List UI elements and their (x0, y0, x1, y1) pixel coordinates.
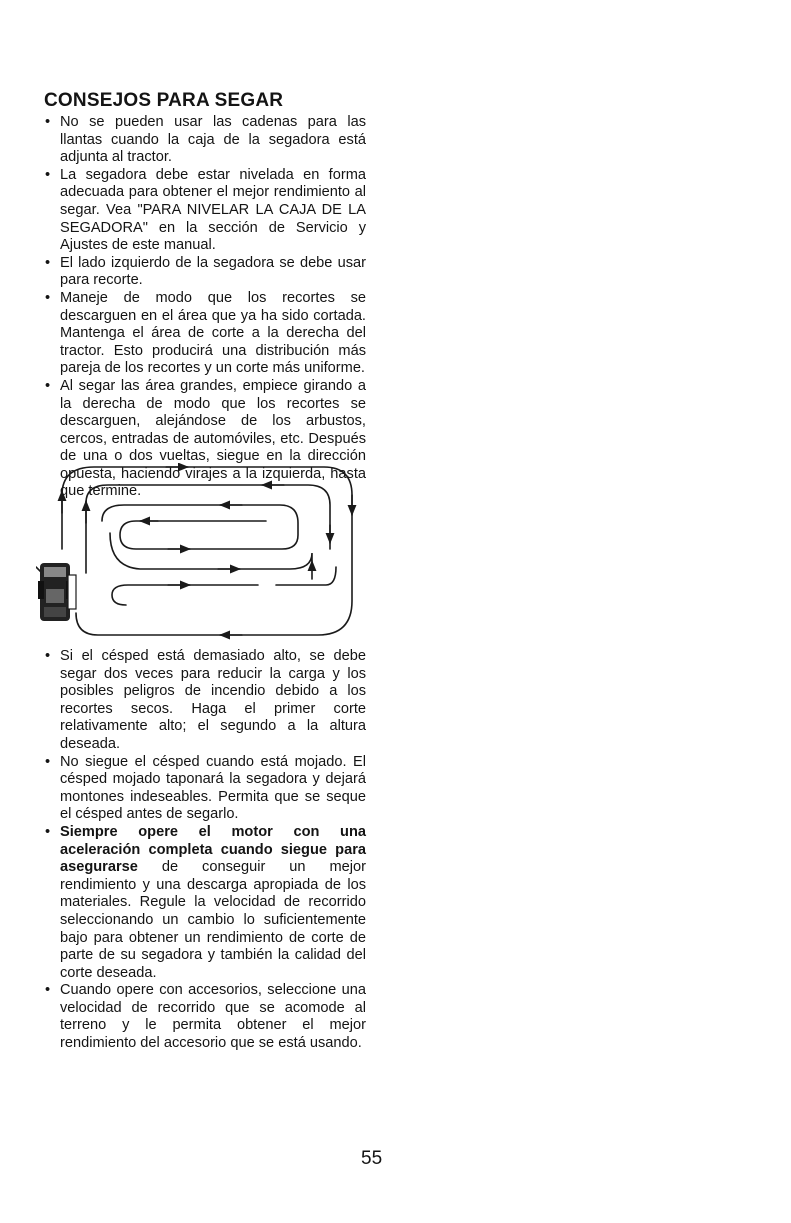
list-item: • Al segar las área grandes, empiece girando a la derecha de modo que los recortes se descarguen, alejándose de los arbustos, cercos, entradas de automóviles, etc. Después de una o dos vueltas, siegue en la dirección opuesta, haciendo virajes a la izquierda, hasta que termine. (44, 378, 366, 501)
page-number: 55 (361, 1148, 383, 1169)
list-item: • La segadora debe estar nivelada en forma adecuada para obtener el mejor rendimiento al segar. Vea "PARA NIVELAR LA CAJA DE LA SEGADORA" en la sección de Servicio y Ajustes de este manual. (44, 167, 366, 255)
list-item: • No se pueden usar las cadenas para las llantas cuando la caja de la segadora está adjunta al tractor. (44, 114, 366, 167)
lawn-tractor-icon (38, 563, 76, 621)
list-item (44, 824, 366, 982)
list-item: • Si el césped está demasiado alto, se debe segar dos veces para reducir la carga y los posibles peligros de incendio debido a los recortes secos. Haga el primer corte relativamente alto; el segundo a la altura deseada. (44, 648, 366, 754)
list-item: • Cuando opere con accesorios, seleccione una velocidad de recorrido que se acomode al terreno y le permita obtener el mejor rendimiento del accesorio que se está usando. (44, 982, 366, 1052)
list-item: • El lado izquierdo de la segadora se debe usar para recorte. (44, 255, 366, 290)
list-item-text: de conseguir un mejor rendimiento y una descarga apropiada de los materiales. Regule la velocidad de recorrido seleccionando un cambio lo suficientemente bajo para obtener un rendimiento de corte de parte de su segadora y también la calidad del corte deseada. (60, 859, 366, 981)
mowing-tips-list-bottom (44, 648, 366, 1053)
list-item: • No siegue el césped cuando está mojado. El césped mojado taponará la segadora y dejará montones indeseables. Permita que se seque el césped antes de segarlo. (44, 754, 366, 824)
mowing-tips-list-top (44, 114, 366, 501)
mowing-spiral-path-icon (36, 467, 352, 635)
list-item: • Maneje de modo que los recortes se descarguen en el área que ya ha sido cortada. Mantenga el área de corte a la derecha del tractor. Esto producirá una distribución más pareja de los recortes y un corte más uniforme. (44, 290, 366, 378)
mowing-pattern-diagram (36, 463, 366, 641)
section-heading: CONSEJOS PARA SEGAR (44, 90, 284, 111)
bold-emphasis: Siempre opere el motor con una aceleración completa cuando siegue para asegurarse (60, 823, 366, 876)
